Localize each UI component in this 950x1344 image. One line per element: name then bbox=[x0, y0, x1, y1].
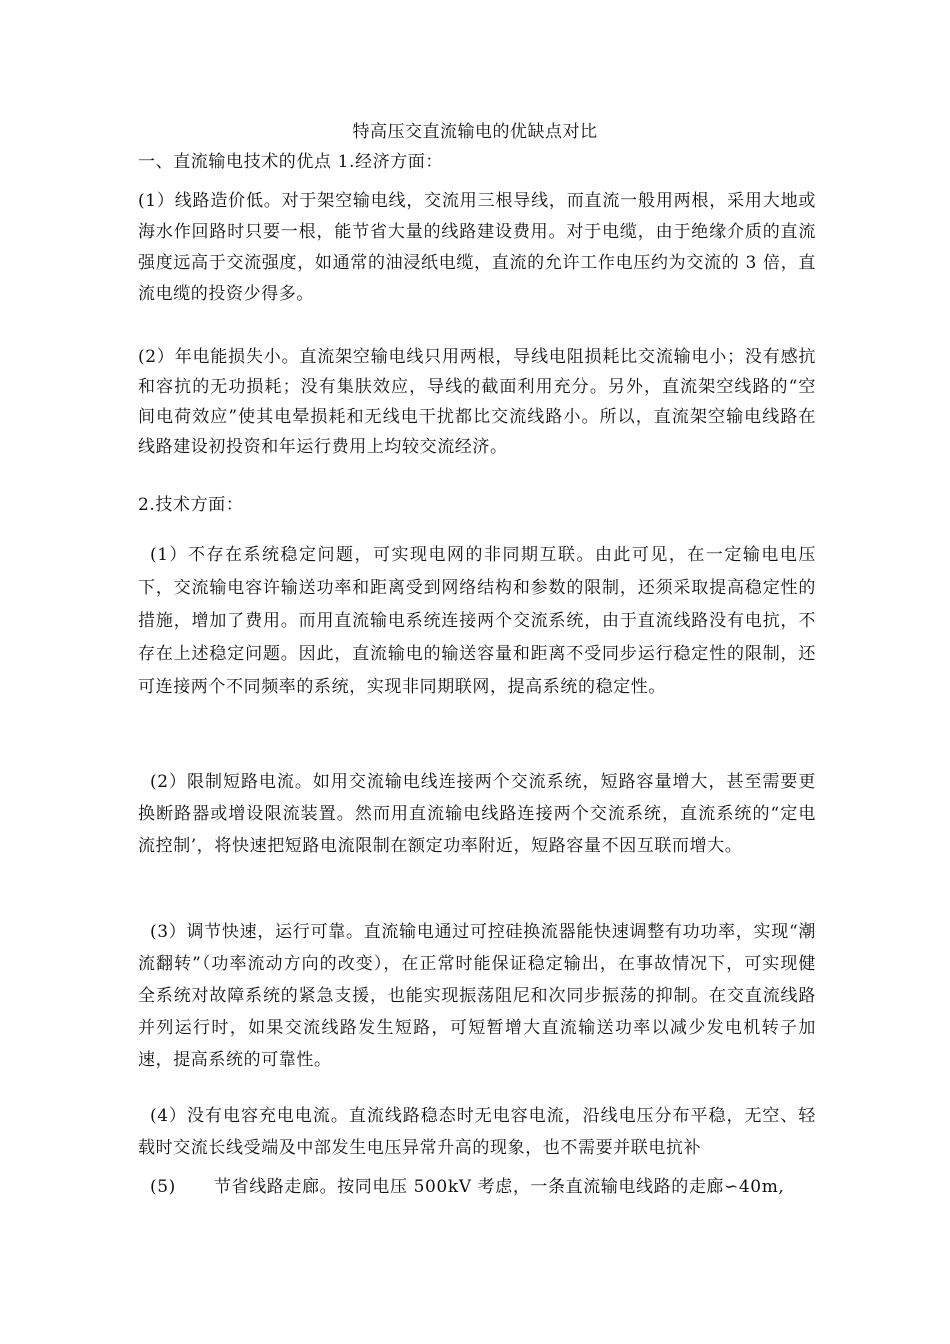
paragraph-short-circuit: (2）限制短路电流。如用交流输电线连接两个交流系统，短路容量增大，甚至需要更换断路器或增设限流装置。然而用直流输电线路连接两个交流系统，直流系统的“定电流控制’，将快速把短路电流限制在额定功率附近，短路容量不因互联而增大。 bbox=[138, 772, 816, 856]
paragraph-line-corridor bbox=[150, 1173, 820, 1201]
paragraph-energy-loss: (2）年电能损失小。直流架空输电线只用两根，导线电阻损耗比交流输电小；没有感抗和容抗的无功损耗；没有集肤效应，导线的截面利用充分。另外，直流架空线路的“空间电荷效应”使其电晕损耗和无线电干扰都比交流线路小。所以，直流架空输电线路在线路建设初投资和年运行费用上均较交流经济。 bbox=[138, 347, 816, 457]
section-heading-advantages: 一、直流输电技术的优点 1.经济方面： bbox=[138, 152, 444, 172]
paragraph-stability: (1）不存在系统稳定问题，可实现电网的非同期互联。由此可见，在一定输电电压下，交流输电容许输送功率和距离受到网络结构和参数的限制，还须采取提高稳定性的措施，增加了费用。而用直流输电系统连接两个交流系统，由于直流线路没有电抗，不存在上述稳定问题。因此，直流输电的输送容量和距离不受同步运行稳定性的限制，还可连接两个不同频率的系统，实现非同期联网，提高系统的稳定性。 bbox=[138, 545, 816, 697]
paragraph-line-cost: (1）线路造价低。对于架空输电线，交流用三根导线，而直流一般用两根，采用大地或海水作回路时只要一根，能节省大量的线路建设费用。对于电缆，由于绝缘介质的直流强度远高于交流强度，如通常的油浸纸电缆，直流的允许工作电压约为交流的 3 倍，直流电缆的投资少得多。 bbox=[138, 191, 816, 304]
paragraph-text: 节省线路走廊。按同电压 500kV 考虑，一条直流输电线路的走廊∽40m, bbox=[214, 1177, 785, 1197]
paragraph-fast-regulation: (3）调节快速，运行可靠。直流输电通过可控硅换流器能快速调整有功功率，实现“潮流翻转”（功率流动方向的改变），在正常时能保证稳定输出，在事故情况下，可实现健全系统对故障系统的紧急支援，也能实现振荡阻尼和次同步振荡的抑制。在交直流线路并列运行时，如果交流线路发生短路，可短暂增大直流输送功率以减少发电机转子加速，提高系统的可靠性。 bbox=[138, 922, 816, 1070]
section-heading-technical: 2.技术方面： bbox=[138, 495, 244, 515]
document-title: 特高压交直流输电的优缺点对比 bbox=[352, 122, 598, 142]
paragraph-no-charging-current: (4）没有电容充电电流。直流线路稳态时无电容电流，沿线电压分布平稳，无空、轻载时交流长线受端及中部发生电压异常升高的现象，也不需要并联电抗补 bbox=[138, 1106, 816, 1158]
paragraph-number: (5) bbox=[150, 1177, 176, 1197]
